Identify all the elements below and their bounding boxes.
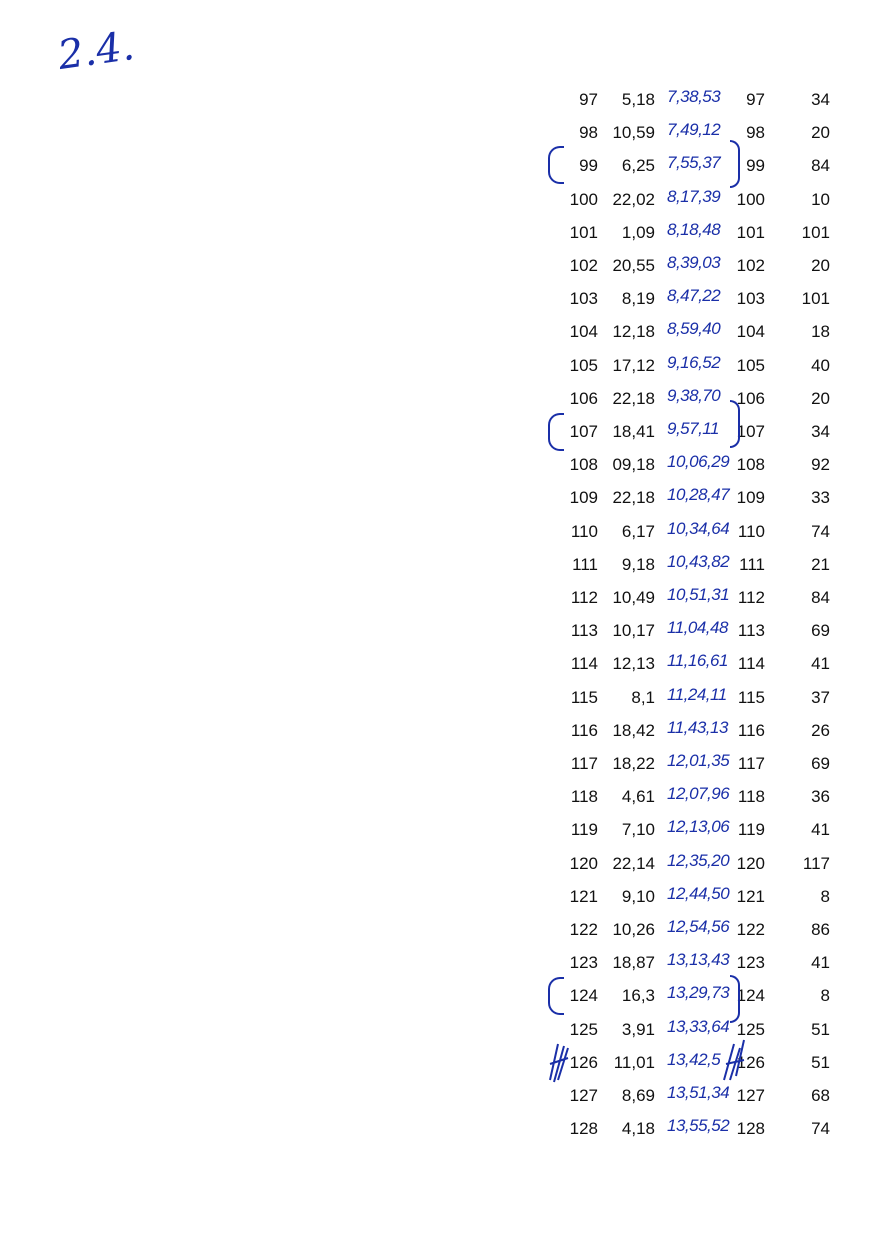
- table-row: [0, 947, 887, 980]
- row-number-repeat: 104: [736, 322, 765, 342]
- row-count: 20: [811, 123, 830, 143]
- row-value: 11,01: [613, 1052, 655, 1072]
- table-row: [0, 449, 887, 482]
- handwritten-time: 12,07,96: [667, 784, 730, 804]
- row-number-repeat: 122: [736, 920, 765, 939]
- table-row: [0, 416, 887, 449]
- handwritten-time: 10,28,47: [667, 485, 730, 505]
- row-value: 18,41: [612, 422, 655, 441]
- row-value: 5,18: [621, 90, 655, 109]
- row-count: 117: [802, 853, 830, 873]
- table-row: [0, 117, 887, 150]
- row-number: 106: [569, 388, 598, 408]
- row-number-repeat: 117: [737, 754, 765, 773]
- table-row: [0, 682, 887, 715]
- row-value: 7,10: [621, 820, 655, 840]
- row-value: 22,18: [612, 488, 655, 508]
- row-value: 9,18: [621, 554, 655, 574]
- row-number: 123: [569, 953, 598, 973]
- row-value: 8,1: [631, 687, 655, 707]
- row-number-repeat: 105: [736, 355, 765, 375]
- row-value: 6,17: [621, 521, 655, 541]
- handwritten-date-note: 2.4.: [55, 22, 138, 80]
- row-value: 10,49: [612, 588, 655, 607]
- row-number: 126: [569, 1052, 598, 1072]
- row-number: 100: [569, 189, 598, 209]
- row-number-repeat: 120: [736, 853, 765, 873]
- row-number: 125: [569, 1019, 598, 1039]
- row-number-repeat: 124: [736, 986, 765, 1006]
- table-row: [0, 814, 887, 847]
- row-number-repeat: 118: [737, 787, 765, 807]
- row-number: 122: [569, 920, 598, 939]
- row-number-repeat: 102: [736, 256, 765, 275]
- row-value: 22,14: [612, 853, 655, 873]
- row-count: 18: [811, 322, 830, 342]
- row-number-repeat: 108: [736, 455, 765, 475]
- handwritten-time: 12,35,20: [667, 850, 730, 870]
- row-count: 68: [811, 1086, 830, 1105]
- row-count: 36: [811, 787, 830, 807]
- row-number-repeat: 114: [737, 654, 765, 674]
- row-value: 22,18: [612, 388, 655, 408]
- row-number: 109: [569, 488, 598, 508]
- table-row: [0, 350, 887, 383]
- table-row: [0, 482, 887, 515]
- row-number: 101: [569, 222, 598, 242]
- bracket-mark: [730, 400, 740, 448]
- row-value: 10,26: [612, 920, 655, 939]
- table-row: [0, 217, 887, 250]
- row-number-repeat: 115: [737, 687, 765, 707]
- handwritten-time: 7,38,53: [667, 87, 721, 106]
- table-row: [0, 84, 887, 117]
- table-row: [0, 848, 887, 881]
- row-value: 18,22: [612, 754, 655, 773]
- row-number: 112: [570, 588, 598, 607]
- row-number: 99: [579, 156, 598, 176]
- table-row: [0, 582, 887, 615]
- row-number: 118: [570, 787, 598, 807]
- row-value: 20,55: [612, 256, 655, 275]
- bracket-mark: [548, 413, 564, 451]
- row-value: 10,17: [612, 621, 655, 641]
- row-count: 84: [811, 588, 830, 607]
- row-number-repeat: 100: [736, 189, 765, 209]
- row-number-repeat: 109: [736, 488, 765, 508]
- row-number-repeat: 126: [736, 1052, 765, 1072]
- row-count: 84: [811, 156, 830, 176]
- table-row: [0, 184, 887, 217]
- handwritten-time: 7,55,37: [667, 153, 721, 173]
- row-number-repeat: 98: [746, 123, 765, 143]
- handwritten-time: 12,01,35: [667, 751, 730, 770]
- row-number-repeat: 113: [737, 621, 765, 641]
- row-count: 74: [811, 1119, 830, 1139]
- table-row: [0, 1014, 887, 1047]
- row-number-repeat: 121: [736, 886, 765, 906]
- handwritten-time: 12,44,50: [667, 883, 730, 903]
- row-value: 16,3: [621, 986, 655, 1006]
- table-row: [0, 549, 887, 582]
- row-count: 34: [811, 422, 830, 441]
- handwritten-time: 8,47,22: [667, 286, 721, 306]
- row-number: 105: [569, 355, 598, 375]
- handwritten-time: 12,13,06: [667, 817, 730, 837]
- row-value: 4,61: [621, 787, 655, 807]
- row-number-repeat: 103: [736, 289, 765, 309]
- handwritten-time: 11,43,13: [667, 717, 728, 737]
- row-value: 4,18: [621, 1119, 655, 1139]
- row-count: 86: [811, 920, 830, 939]
- row-value: 3,91: [621, 1019, 655, 1039]
- table-row: [0, 648, 887, 681]
- table-row: [0, 914, 887, 947]
- row-number: 102: [569, 256, 598, 275]
- row-number: 108: [569, 455, 598, 475]
- row-value: 1,09: [621, 222, 655, 242]
- row-value: 8,19: [621, 289, 655, 309]
- row-number: 117: [570, 754, 598, 773]
- row-count: 26: [811, 720, 830, 740]
- scribble-mark: [548, 1040, 570, 1084]
- row-count: 51: [811, 1052, 830, 1072]
- row-number: 114: [570, 654, 598, 674]
- table-row: [0, 1080, 887, 1113]
- row-number-repeat: 128: [736, 1119, 765, 1139]
- table-row: [0, 715, 887, 748]
- bracket-mark: [548, 146, 564, 184]
- row-count: 37: [811, 687, 830, 707]
- row-value: 10,59: [612, 123, 655, 143]
- row-value: 12,18: [612, 322, 655, 342]
- row-number: 120: [569, 853, 598, 873]
- row-count: 40: [811, 355, 830, 375]
- row-number-repeat: 112: [737, 588, 765, 607]
- row-value: 9,10: [621, 886, 655, 906]
- row-value: 09,18: [612, 455, 655, 475]
- row-value: 17,12: [612, 355, 655, 375]
- row-number: 119: [570, 820, 598, 840]
- row-number: 124: [569, 986, 598, 1006]
- row-number: 127: [569, 1086, 598, 1105]
- table-row: [0, 1113, 887, 1146]
- row-value: 6,25: [621, 156, 655, 176]
- row-count: 41: [811, 654, 830, 674]
- handwritten-time: 13,29,73: [667, 983, 730, 1003]
- row-number: 98: [579, 123, 598, 143]
- handwritten-time: 13,51,34: [667, 1083, 730, 1102]
- table-row: [0, 748, 887, 781]
- table-row: [0, 980, 887, 1013]
- table-row: [0, 383, 887, 416]
- table-row: [0, 516, 887, 549]
- handwritten-time: 10,51,31: [667, 585, 730, 604]
- row-count: 20: [811, 256, 830, 275]
- scribble-mark: [722, 1038, 746, 1082]
- row-number-repeat: 125: [736, 1019, 765, 1039]
- row-number-repeat: 99: [746, 156, 765, 176]
- bracket-mark: [730, 975, 740, 1023]
- table-row: [0, 250, 887, 283]
- handwritten-time: 10,06,29: [667, 452, 730, 472]
- handwritten-time: 13,33,64: [667, 1016, 730, 1036]
- row-number: 107: [569, 422, 598, 441]
- table-row: [0, 1047, 887, 1080]
- row-count: 41: [811, 820, 830, 840]
- row-number: 104: [569, 322, 598, 342]
- row-count: 21: [811, 554, 830, 574]
- handwritten-time: 11,24,11: [667, 684, 727, 704]
- row-number-repeat: 101: [736, 222, 765, 242]
- row-number: 115: [570, 687, 598, 707]
- row-number: 113: [570, 621, 598, 641]
- row-number-repeat: 107: [736, 422, 765, 441]
- table-row: [0, 615, 887, 648]
- handwritten-time: 8,18,48: [667, 219, 721, 239]
- handwritten-time: 9,57,11: [667, 419, 719, 438]
- row-count: 8: [820, 886, 830, 906]
- handwritten-time: 13,42,5: [667, 1049, 721, 1069]
- bracket-mark: [548, 977, 564, 1015]
- row-value: 12,13: [612, 654, 655, 674]
- handwritten-time: 13,13,43: [667, 950, 730, 970]
- row-number-repeat: 110: [737, 521, 765, 541]
- table-row: [0, 781, 887, 814]
- table-row: [0, 316, 887, 349]
- handwritten-time: 11,04,48: [667, 618, 728, 638]
- row-count: 101: [801, 289, 830, 309]
- handwritten-time: 8,59,40: [667, 319, 721, 339]
- row-value: 18,42: [612, 720, 655, 740]
- row-number-repeat: 123: [736, 953, 765, 973]
- handwritten-time: 12,54,56: [667, 917, 730, 936]
- row-value: 8,69: [621, 1086, 655, 1105]
- bracket-mark: [730, 140, 740, 188]
- handwritten-time: 8,39,03: [667, 253, 721, 272]
- row-number: 128: [569, 1119, 598, 1139]
- row-number-repeat: 127: [736, 1086, 765, 1105]
- row-number-repeat: 111: [739, 554, 765, 574]
- row-value: 22,02: [612, 189, 655, 209]
- handwritten-time: 13,55,52: [667, 1116, 730, 1136]
- row-count: 69: [811, 621, 830, 641]
- row-count: 8: [820, 986, 830, 1006]
- row-count: 69: [811, 754, 830, 773]
- table-row: [0, 150, 887, 183]
- row-number: 97: [579, 90, 598, 109]
- row-number: 110: [570, 521, 598, 541]
- handwritten-time: 7,49,12: [667, 120, 721, 140]
- row-number-repeat: 119: [737, 820, 765, 840]
- row-number: 111: [572, 554, 598, 574]
- handwritten-time: 8,17,39: [667, 186, 721, 206]
- handwritten-time: 9,38,70: [667, 385, 721, 405]
- handwritten-time: 10,43,82: [667, 551, 730, 571]
- row-number-repeat: 97: [746, 90, 765, 109]
- row-value: 18,87: [612, 953, 655, 973]
- table-row: [0, 283, 887, 316]
- row-count: 51: [811, 1019, 830, 1039]
- row-count: 33: [811, 488, 830, 508]
- row-count: 20: [811, 388, 830, 408]
- row-number: 103: [569, 289, 598, 309]
- row-number-repeat: 116: [737, 720, 765, 740]
- handwritten-time: 10,34,64: [667, 518, 730, 538]
- row-count: 101: [801, 222, 830, 242]
- table-row: [0, 881, 887, 914]
- row-count: 92: [811, 455, 830, 475]
- row-number-repeat: 106: [736, 388, 765, 408]
- row-number: 116: [570, 720, 598, 740]
- handwritten-time: 9,16,52: [667, 352, 721, 372]
- row-count: 74: [811, 521, 830, 541]
- handwritten-time: 11,16,61: [667, 651, 728, 671]
- row-count: 10: [811, 189, 830, 209]
- row-count: 41: [811, 953, 830, 973]
- row-count: 34: [811, 90, 830, 109]
- row-number: 121: [569, 886, 598, 906]
